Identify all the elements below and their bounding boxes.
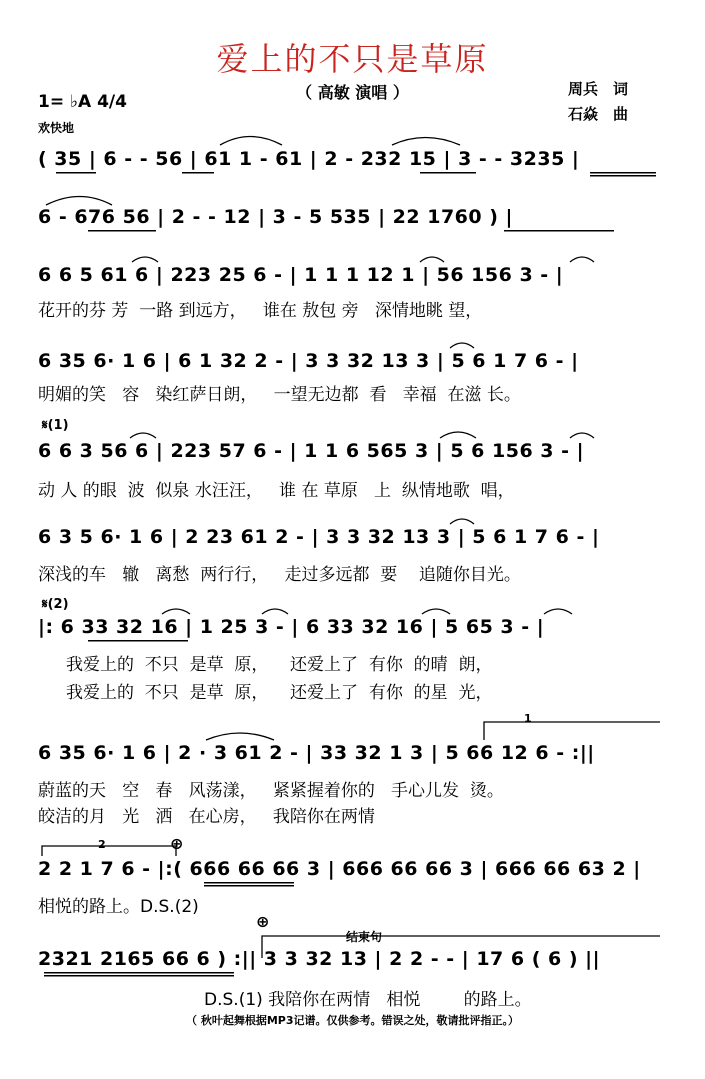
underline-row1c <box>420 172 476 174</box>
underline-row7 <box>88 640 188 642</box>
lyric-line-10: D.S.(1) 我陪你在两情 相悦 的路上。 <box>204 990 532 1010</box>
slur-row7a <box>162 609 190 614</box>
notation-row-3: 6 6 5 61 6 | 223 25 6 - | 1 1 1 12 1 | 56 156 3 - | <box>38 264 564 286</box>
underline-row2 <box>88 230 156 232</box>
lyric-line-3: 花开的芬 芳 一路 到远方， 谁在 敖包 旁 深情地眺 望， <box>38 301 483 321</box>
slur-row3c <box>570 257 594 262</box>
underline-row1e <box>590 175 656 177</box>
slur-row1b <box>392 138 460 146</box>
volta-2-label: 2 <box>98 838 106 851</box>
segno-mark-2: 𝄋(2) <box>42 597 69 612</box>
underline-row9b <box>204 885 294 887</box>
slur-row5b <box>440 432 476 438</box>
lyric-line-7a: 我爱上的 不只 是草 原， 还爱上了 有你 的晴 朗， <box>66 655 493 675</box>
volta-1-bracket <box>484 722 660 740</box>
underline-row1d <box>590 172 656 174</box>
song-title: 爱上的不只是草原 <box>216 40 489 78</box>
slur-row8 <box>206 733 274 740</box>
ending-bracket <box>262 936 660 958</box>
slur-row5c <box>570 433 594 438</box>
singer-credit: （ 高敏 演唱 ） <box>296 83 409 102</box>
lyric-line-8b: 皎洁的月 光 洒 在心房， 我陪你在两情 <box>38 807 375 827</box>
ending-label: 结束句 <box>346 930 383 944</box>
composer-credit: 石焱 曲 <box>568 105 629 123</box>
notation-row-9: 2 2 1 7 6 - |:( 666 66 66 3 | 666 66 66 3 | 666 66 63 2 | <box>38 858 641 880</box>
slur-row7c <box>422 609 450 614</box>
underline-row10 <box>44 972 234 974</box>
coda-icon: ⊕ <box>170 834 184 853</box>
notation-row-1: ( 35 | 6 - - 56 | 61 1 - 61 | 2 - 232 15 | 3 - - 3235 | <box>38 148 580 170</box>
slur-row7d <box>544 609 572 614</box>
lyric-line-4: 明媚的笑 容 染红萨日朗， 一望无边都 看 幸福 在滋 长。 <box>38 385 521 405</box>
slur-row1 <box>220 137 282 146</box>
tempo-marking: 欢快地 <box>38 121 75 135</box>
lyric-line-9: 相悦的路上。D.S.(2) <box>38 897 199 917</box>
notation-row-5: 6 6 3 56 6 | 223 57 6 - | 1 1 6 565 3 | 5 6 156 3 - | <box>38 440 585 462</box>
lyric-line-5: 动 人 的眼 波 似泉 水汪汪， 谁 在 草原 上 纵情地歌 唱， <box>38 481 515 501</box>
notation-row-10: 2321 2165 66 6 ) :|| 3 3 32 13 | 2 2 - - | 17 6 ( 6 ) || <box>38 948 601 970</box>
slur-row4 <box>450 343 474 348</box>
slur-row5a <box>130 433 156 438</box>
lyric-line-6: 深浅的车 辙 离愁 两行行， 走过多远都 要 追随你目光。 <box>38 565 521 585</box>
lyric-line-7b: 我爱上的 不只 是草 原， 还爱上了 有你 的星 光， <box>66 683 493 703</box>
notation-row-2: 6 - 676 56 | 2 - - 12 | 3 - 5 535 | 22 1760 ) | <box>38 206 513 228</box>
footer-note: （ 秋叶起舞根据MP3记谱。仅供参考。错误之处，敬请批评指正。） <box>186 1014 519 1027</box>
key-signature: 1= ♭A 4/4 <box>38 92 127 112</box>
slur-row6 <box>450 519 474 524</box>
notation-row-8: 6 35 6· 1 6 | 2 · 3 61 2 - | 33 32 1 3 | 5 66 12 6 - :|| <box>38 742 595 764</box>
notation-row-7: |: 6 33 32 16 | 1 25 3 - | 6 33 32 16 | 5 65 3 - | <box>38 616 545 638</box>
slur-row7b <box>262 609 288 614</box>
lyric-line-8a: 蔚蓝的天 空 春 风荡漾， 紧紧握着你的 手心儿发 烫。 <box>38 781 504 801</box>
notation-row-4: 6 35 6· 1 6 | 6 1 32 2 - | 3 3 32 13 3 | 5 6 1 7 6 - | <box>38 350 579 372</box>
underline-row10b <box>44 975 234 977</box>
segno-mark-1: 𝄋(1) <box>42 418 69 433</box>
slur-row3b <box>420 257 444 262</box>
coda-icon-2: ⊕ <box>256 912 270 931</box>
underline-row9 <box>204 882 294 884</box>
underline-row2b <box>504 230 614 232</box>
volta-1-label: 1 <box>524 712 532 725</box>
notation-row-6: 6 3 5 6· 1 6 | 2 23 61 2 - | 3 3 32 13 3 | 5 6 1 7 6 - | <box>38 526 600 548</box>
slur-row3a <box>132 257 158 262</box>
slur-row2 <box>46 197 112 206</box>
underline-row1 <box>56 172 96 174</box>
volta-2-bracket <box>42 846 176 856</box>
lyricist-credit: 周兵 词 <box>568 80 629 98</box>
underline-row1b <box>182 172 214 174</box>
